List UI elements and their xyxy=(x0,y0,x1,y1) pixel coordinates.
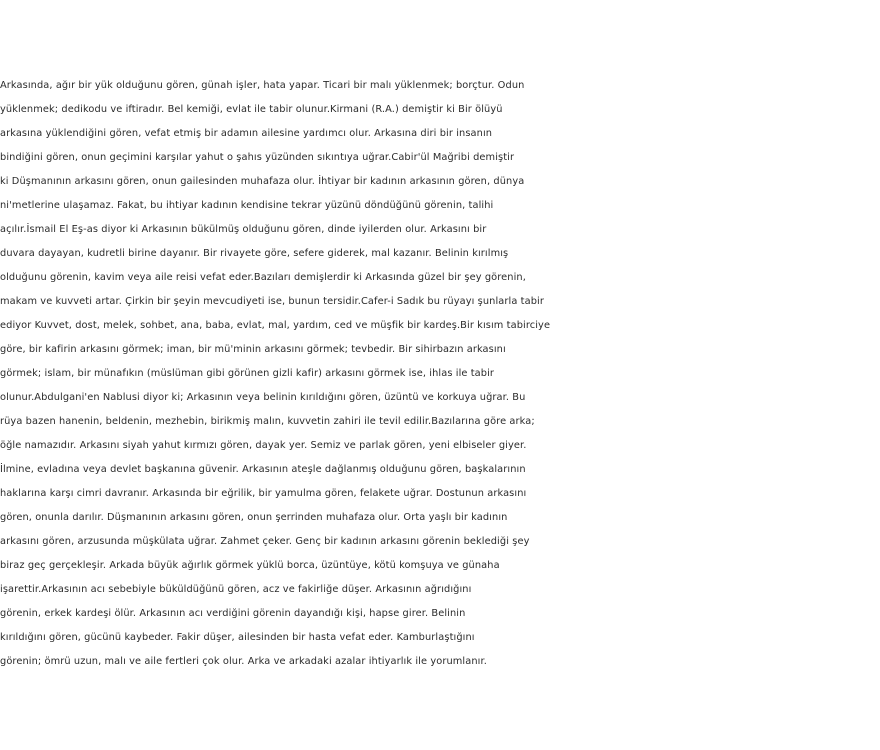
text-line: makam ve kuvveti artar. Çirkin bir şeyin mevcudiyeti ise, bunun tersidir.Cafer-i Sadık bu rüyayı şunlarla tabir xyxy=(0,296,544,307)
text-line: bindiğini gören, onun geçimini karşılar yahut o şahıs yüzünden sıkıntıya uğrar.Cabir'ül Mağribi demiştir xyxy=(0,152,515,163)
text-line: ki Düşmanının arkasını gören, onun gailesinden muhafaza olur. İhtiyar bir kadının arkasının gören, dünya xyxy=(0,176,525,187)
text-line: ni'metlerine ulaşamaz. Fakat, bu ihtiyar kadının kendisine tekrar yüzünü döndüğünü görenin, talihi xyxy=(0,200,494,211)
text-line: gören, onunla darılır. Düşmanının arkasını gören, onun şerrinden muhafaza olur. Orta yaşlı bir kadının xyxy=(0,512,508,523)
text-line: Arkasında, ağır bir yük olduğunu gören, günah işler, hata yapar. Ticari bir malı yüklenmek; borçtur. Odun xyxy=(0,80,525,91)
text-line: görenin; ömrü uzun, malı ve aile fertleri çok olur. Arka ve arkadaki azalar ihtiyarlık ile yorumlanır. xyxy=(0,656,487,667)
text-line: yüklenmek; dedikodu ve iftiradır. Bel kemiği, evlat ile tabir olunur.Kirmani (R.A.) demiştir ki Bir ölüyü xyxy=(0,104,503,115)
text-line: biraz geç gerçekleşir. Arkada büyük ağırlık görmek yüklü borca, üzüntüye, kötü komşuya ve günaha xyxy=(0,560,500,571)
text-line: açılır.İsmail El Eş-as diyor ki Arkasının bükülmüş olduğunu gören, dinde iyilerden olur. Arkasını bir xyxy=(0,224,487,235)
text-line: İlmine, evladına veya devlet başkanına güvenir. Arkasının ateşle dağlanmış olduğunu gören, başkalarının xyxy=(0,464,526,475)
text-line: arkasına yüklendiğini gören, vefat etmiş bir adamın ailesine yardımcı olur. Arkasına diri bir insanın xyxy=(0,128,493,139)
text-line: görmek; islam, bir münafıkın (müslüman gibi görünen gizli kafir) arkasını görmek ise, ihlas ile tabir xyxy=(0,368,495,379)
text-line: olduğunu görenin, kavim veya aile reisi vefat eder.Bazıları demişlerdir ki Arkasında güzel bir şey görenin, xyxy=(0,272,526,283)
text-line: işarettir.Arkasının acı sebebiyle büküldüğünü gören, acz ve fakirliğe düşer. Arkasının ağrıdığını xyxy=(0,584,472,595)
text-line: görenin, erkek kardeşi ölür. Arkasının acı verdiğini görenin dayandığı kişi, hapse girer. Belinin xyxy=(0,608,466,619)
text-line: olunur.Abdulgani'en Nablusi diyor ki; Arkasının veya belinin kırıldığını gören, üzüntü ve korkuya uğrar. Bu xyxy=(0,392,526,403)
text-line: duvara dayayan, kudretli birine dayanır. Bir rivayete göre, sefere giderek, mal kazanır. Belinin kırılmış xyxy=(0,248,509,259)
article-body xyxy=(0,74,880,674)
text-line: arkasını gören, arzusunda müşkülata uğrar. Zahmet çeker. Genç bir kadının arkasını görenin beklediği şey xyxy=(0,536,530,547)
text-line: ediyor Kuvvet, dost, melek, sohbet, ana, baba, evlat, mal, yardım, ced ve müşfik bir kardeş.Bir kısım tabirciye xyxy=(0,320,551,331)
text-line: rüya bazen hanenin, beldenin, mezhebin, birikmiş malın, kuvvetin zahiri ile tevil edilir.Bazılarına göre arka; xyxy=(0,416,535,427)
text-line: kırıldığını gören, gücünü kaybeder. Fakir düşer, ailesinden bir hasta vefat eder. Kamburlaştığını xyxy=(0,632,475,643)
text-line: göre, bir kafirin arkasını görmek; iman, bir mü'minin arkasını görmek; tevbedir. Bir sihirbazın arkasını xyxy=(0,344,506,355)
text-line: haklarına karşı cimri davranır. Arkasında bir eğrilik, bir yamulma gören, felakete uğrar. Dostunun arkasını xyxy=(0,488,527,499)
text-line: öğle namazıdır. Arkasını siyah yahut kırmızı gören, dayak yer. Semiz ve parlak gören, yeni elbiseler giyer. xyxy=(0,440,527,451)
